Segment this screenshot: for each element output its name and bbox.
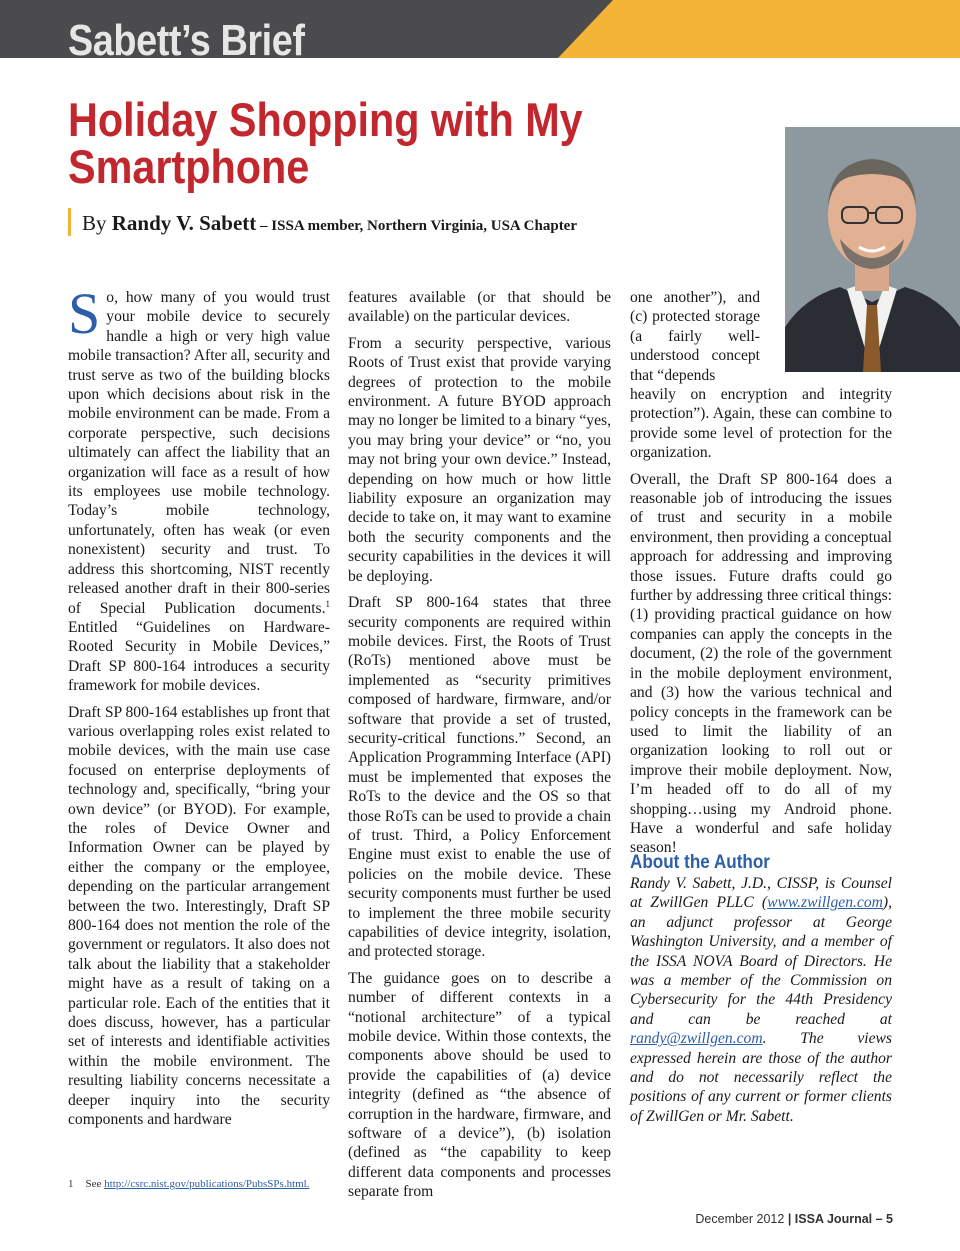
byline <box>82 210 577 239</box>
about-author-text <box>630 874 892 1126</box>
article-headline: Holiday Shopping with My Smartphone <box>68 93 583 193</box>
section-title: Sabett’s Brief <box>68 16 305 58</box>
journal-name: ISSA Journal <box>794 1212 873 1226</box>
article-paragraph <box>68 281 330 696</box>
about-text-part: . The views expressed herein are those of the author and do not necessarily reflect the positions of any current or former clients of ZwillGen or Mr. Sabett. <box>630 1030 892 1125</box>
article-column-2 <box>348 288 611 1209</box>
byline-accent-bar <box>68 208 71 236</box>
author-name: Randy V. Sabett <box>111 211 257 235</box>
article-paragraph: Draft SP 800-164 states that three security components are required within mobile devices. First, the Roots of Trust (RoTs) mentioned above must be implemented as “security primitives composed of hardware, firmware, and/or software that provide a set of trusted, security-critical functions.” Second, an Application Programming Interface (API) must be implemented that exposes the RoTs to the device and the OS so that those RoTs can be used to provide a chain of trust. Third, a Policy Enforcement Engine must exist to enable the use of policies on the mobile device. These security components must further be used to implement the three mobile security capabilities of device integrity, isolation, and protected storage. <box>348 594 611 961</box>
about-text-part: Randy V. Sabett, J.D., CISSP, is Counsel at ZwillGen PLLC ( <box>630 875 892 912</box>
article-paragraph: one another”), and (c) protected storage (a fairly well-understood concept that “depends <box>630 289 760 384</box>
issue-date: December 2012 <box>695 1212 785 1226</box>
author-photo <box>785 127 960 372</box>
paragraph-text: o, how many of you would trust your mobile device to securely handle a high or very high value mobile transaction? After all, security and trust serve as two of the building blocks upon which decisions about risk in the mobile environment can be made. From a corporate perspective, such decisions ultimately can affect the liability that an organization will face as a result of how its employees use mobile technology. Today’s mobile technology, unfortunately, often has weak (or even nonexistent) security and trust. To address this shortcoming, NIST recently released another draft in their 800-series of Special Publication documents. <box>68 289 330 617</box>
email-link[interactable]: randy@zwillgen.com <box>630 1030 763 1048</box>
article-paragraph: The guidance goes on to describe a number of different contexts in a “notional architecture” of a typical mobile device. Within those contexts, the components above should be used to provide the capabilities of (a) device integrity (defined as “the absence of corruption in the hardware, firmware, and software of a device”), (b) isolation (defined as “the capability to keep different data components and processes separate from <box>348 969 611 1201</box>
masthead-banner <box>0 0 960 58</box>
footer-separator: | <box>784 1212 795 1226</box>
article-paragraph: Overall, the Draft SP 800-164 does a reasonable job of introducing the issues of trust and security in a mobile environment, then providing a conceptual approach for addressing and improving those issues. Future drafts could go further by addressing three critical things: (1) providing practical guidance on how companies can apply the concepts in the document, (2) the role of the government in the mobile deployment environment, and (3) how the various technical and policy concepts in the framework can be used to limit the liability of an organization looking to roll out or improve their mobile deployment. Now, I’m headed off to do all of my shopping…using my Android phone. Have a wonderful and safe holiday season! <box>630 470 892 857</box>
article-paragraph: From a security perspective, various Roots of Trust exist that provide varying degrees of protection to the mobile environment. A future BYOD approach may no longer be limited to a binary “yes, you may bring your device” or “no, you may not bring your own device.” Instead, depending on how much or how little liability exposure an organization may decide to take on, it may want to examine both the security components and the security capabilities in the devices it will be deploying. <box>348 334 611 585</box>
article-paragraph: heavily on encryption and integrity protection”). Again, these can combine to provide some level of protection for the organization. <box>630 386 892 462</box>
footnote <box>68 1178 310 1190</box>
banner-gold-band <box>558 0 960 58</box>
about-text-part: ), an adjunct professor at George Washington University, and a member of the ISSA NOVA Board of Directors. He was a member of the Commission on Cybersecurity for the 44th Presidency and can be reached at <box>630 894 892 1028</box>
footnote-link[interactable]: http://csrc.nist.gov/publications/PubsSPs.html. <box>104 1178 310 1190</box>
article-paragraph: Draft SP 800-164 establishes up front that various overlapping roles exist related to mobile devices, with the main use case focused on enterprise deployments of technology and, specifically, “bring your own device” (or BYOD). For example, the roles of Device Owner and Information Owner can be played by either the company or the employee, depending on the particular arrangement between the two. Interestingly, Draft SP 800-164 does not mention the role of the government or regulators. It also does not talk about the liability that a stakeholder might have as a result of taking on a particular role. Each of the entities that it does discuss, however, has a particular set of interests and identifiable activities within the mobile environment. The resulting liability concerns necessitate a deeper inquiry into the security components and hardware <box>68 703 330 1129</box>
footnote-number: 1 <box>68 1178 74 1190</box>
page-number: – 5 <box>872 1212 893 1226</box>
article-paragraph: features available (or that should be available) on the particular devices. <box>348 289 611 326</box>
footnote-reference: 1 <box>325 598 330 609</box>
author-portrait-illustration <box>785 127 960 372</box>
byline-prefix: By <box>82 211 107 235</box>
drop-cap: S <box>68 281 101 346</box>
page-footer <box>695 1212 893 1226</box>
website-link[interactable]: www.zwillgen.com <box>767 894 883 912</box>
about-author-heading: About the Author <box>630 852 770 873</box>
footnote-prefix: See <box>85 1178 105 1190</box>
author-affiliation: – ISSA member, Northern Virginia, USA Chapter <box>256 218 578 234</box>
article-column-1 <box>68 281 330 1136</box>
paragraph-text-tail: Entitled “Guidelines on Hardware-Rooted Security in Mobile Devices,” Draft SP 800-164 introduces a security framework for mobile devices. <box>68 618 330 695</box>
article-column-3 <box>630 385 892 865</box>
article-column-3-narrow <box>630 288 760 392</box>
